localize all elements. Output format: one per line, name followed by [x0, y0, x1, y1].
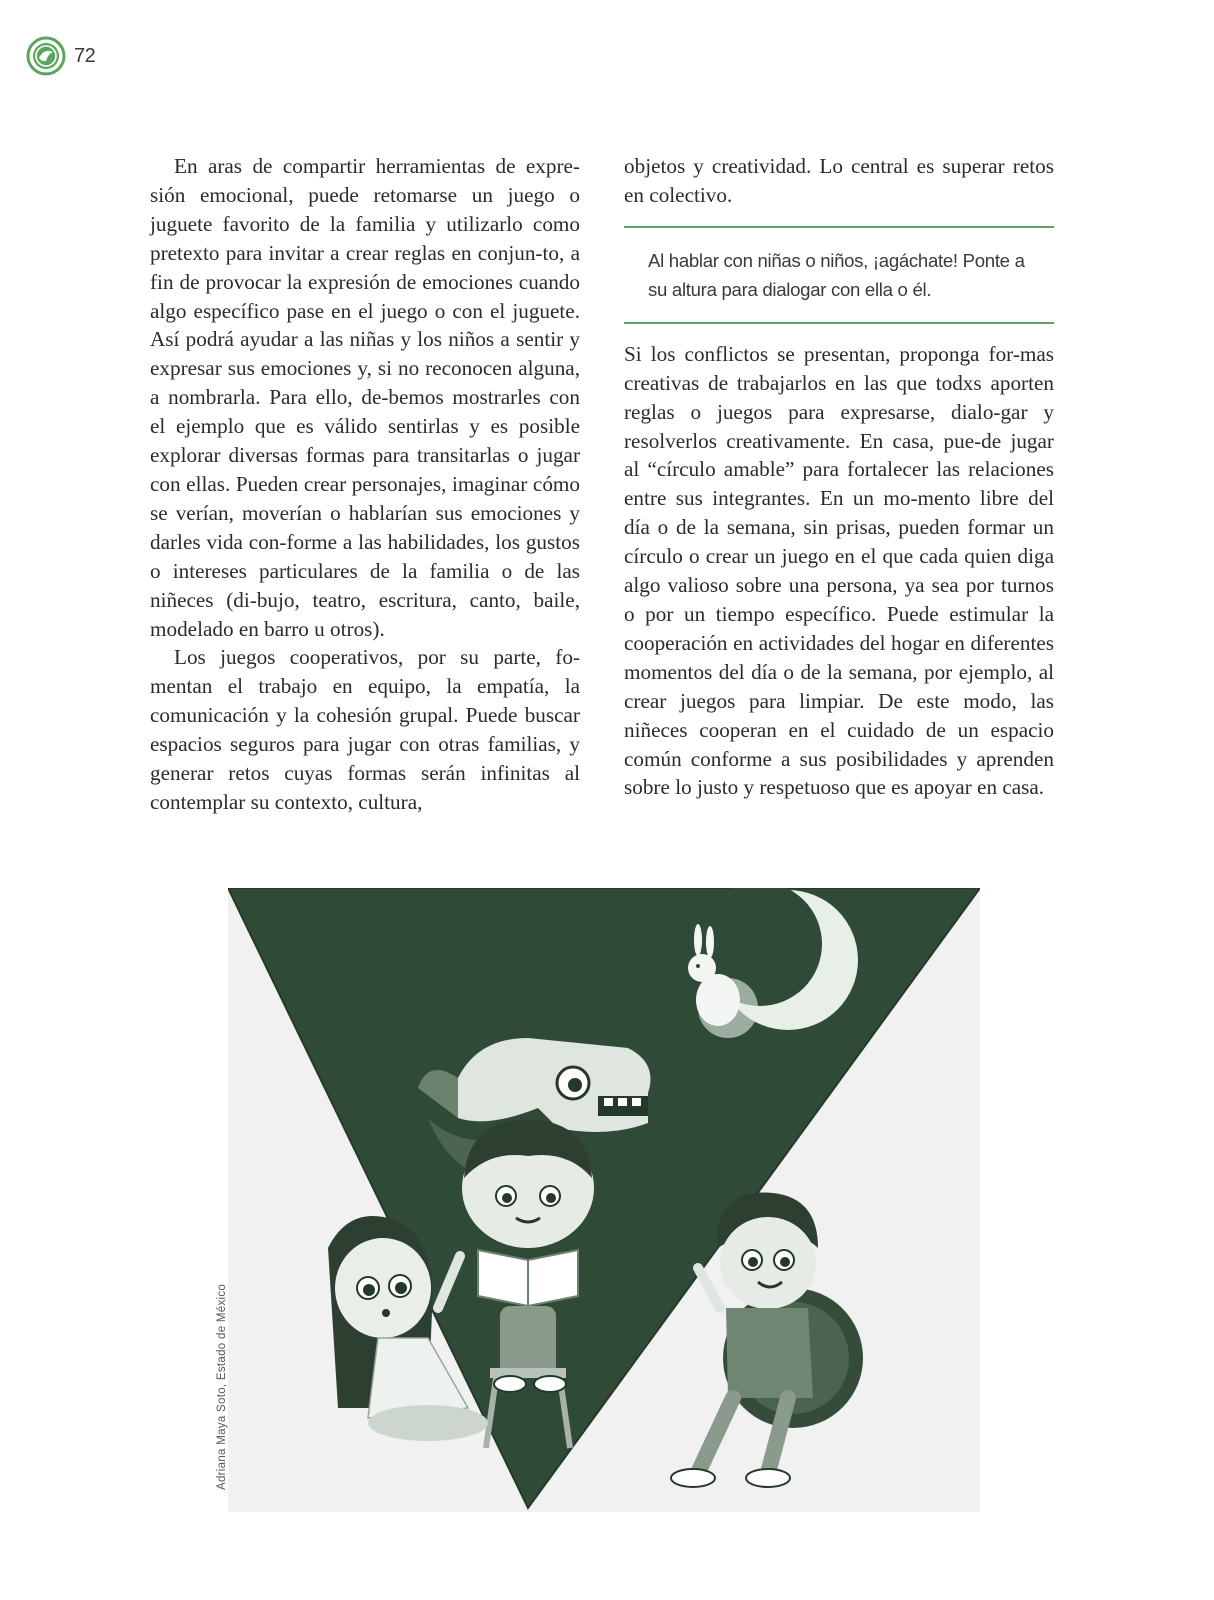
body-paragraph: En aras de compartir herramientas de expre-sión emocional, puede retomarse un juego o juguete favorito de la familia y utilizarlo como pretexto para invitar a crear reglas en conjun-to, a fin de provocar la expresión de emociones cuando algo específico pase en el juego o con el juguete. Así podrá ayudar a las niñas y los niños a sentir y expresar sus emociones y, si no reconocen alguna, a nombrarla. Para ello, de-bemos mostrarles con el ejemplo que es válido sentirlas y es posible explorar diversas formas para transitarlas o jugar con ellas. Pueden crear personajes, imaginar cómo se verían, moverían o hablarían sus emociones y darles vida con-forme a las habilidades, los gustos o intereses particulares de la familia o de las niñeces (di-bujo, teatro, escritura, canto, baile, modelado en barro u otros). — [150, 154, 580, 641]
body-paragraph: Los juegos cooperativos, por su parte, fo-mentan el trabajo en equipo, la empatía, la comunicación y la cohesión grupal. Puede buscar espacios seguros para jugar con otras familias, y generar retos cuyas formas serán infinitas al contemplar su contexto, cultura, — [150, 645, 580, 814]
right-column — [624, 152, 1054, 802]
illustration-credit: Adriana Maya Soto, Estado de México — [216, 1283, 228, 1490]
page-header — [26, 36, 95, 76]
illustration-drawing — [228, 888, 980, 1512]
illustration — [228, 888, 980, 1512]
body-paragraph: Si los conflictos se presentan, proponga for-mas creativas de trabajarlos en las que todxs aporten reglas o juegos para expresarse, dialo-gar y resolverlos creativamente. En casa, pue-de jugar al “círculo amable” para fortalecer las relaciones entre sus integrantes. En un mo-mento libre del día o de la semana, sin prisas, pueden formar un círculo o crear un juego en el que cada quien diga algo valioso sobre una persona, ya sea por turnos o por un tiempo específico. Puede estimular la cooperación en actividades del hogar en diferentes momentos del día o de la semana, por ejemplo, al crear juegos para limpiar. De este modo, las niñeces cooperan en el cuidado de un espacio común conforme a sus posibilidades y aprenden sobre lo justo y respetuoso que es apoyar en casa. — [624, 341, 1054, 800]
body-paragraph-continuation: objetos y creatividad. Lo central es superar retos en colectivo. — [624, 154, 1054, 207]
tip-callout: Al hablar con niñas o niños, ¡agáchate! Ponte a su altura para dialogar con ella o él. — [624, 226, 1054, 324]
left-column — [150, 152, 580, 817]
page-number: 72 — [74, 44, 96, 67]
circular-green-emblem-icon — [26, 36, 66, 76]
